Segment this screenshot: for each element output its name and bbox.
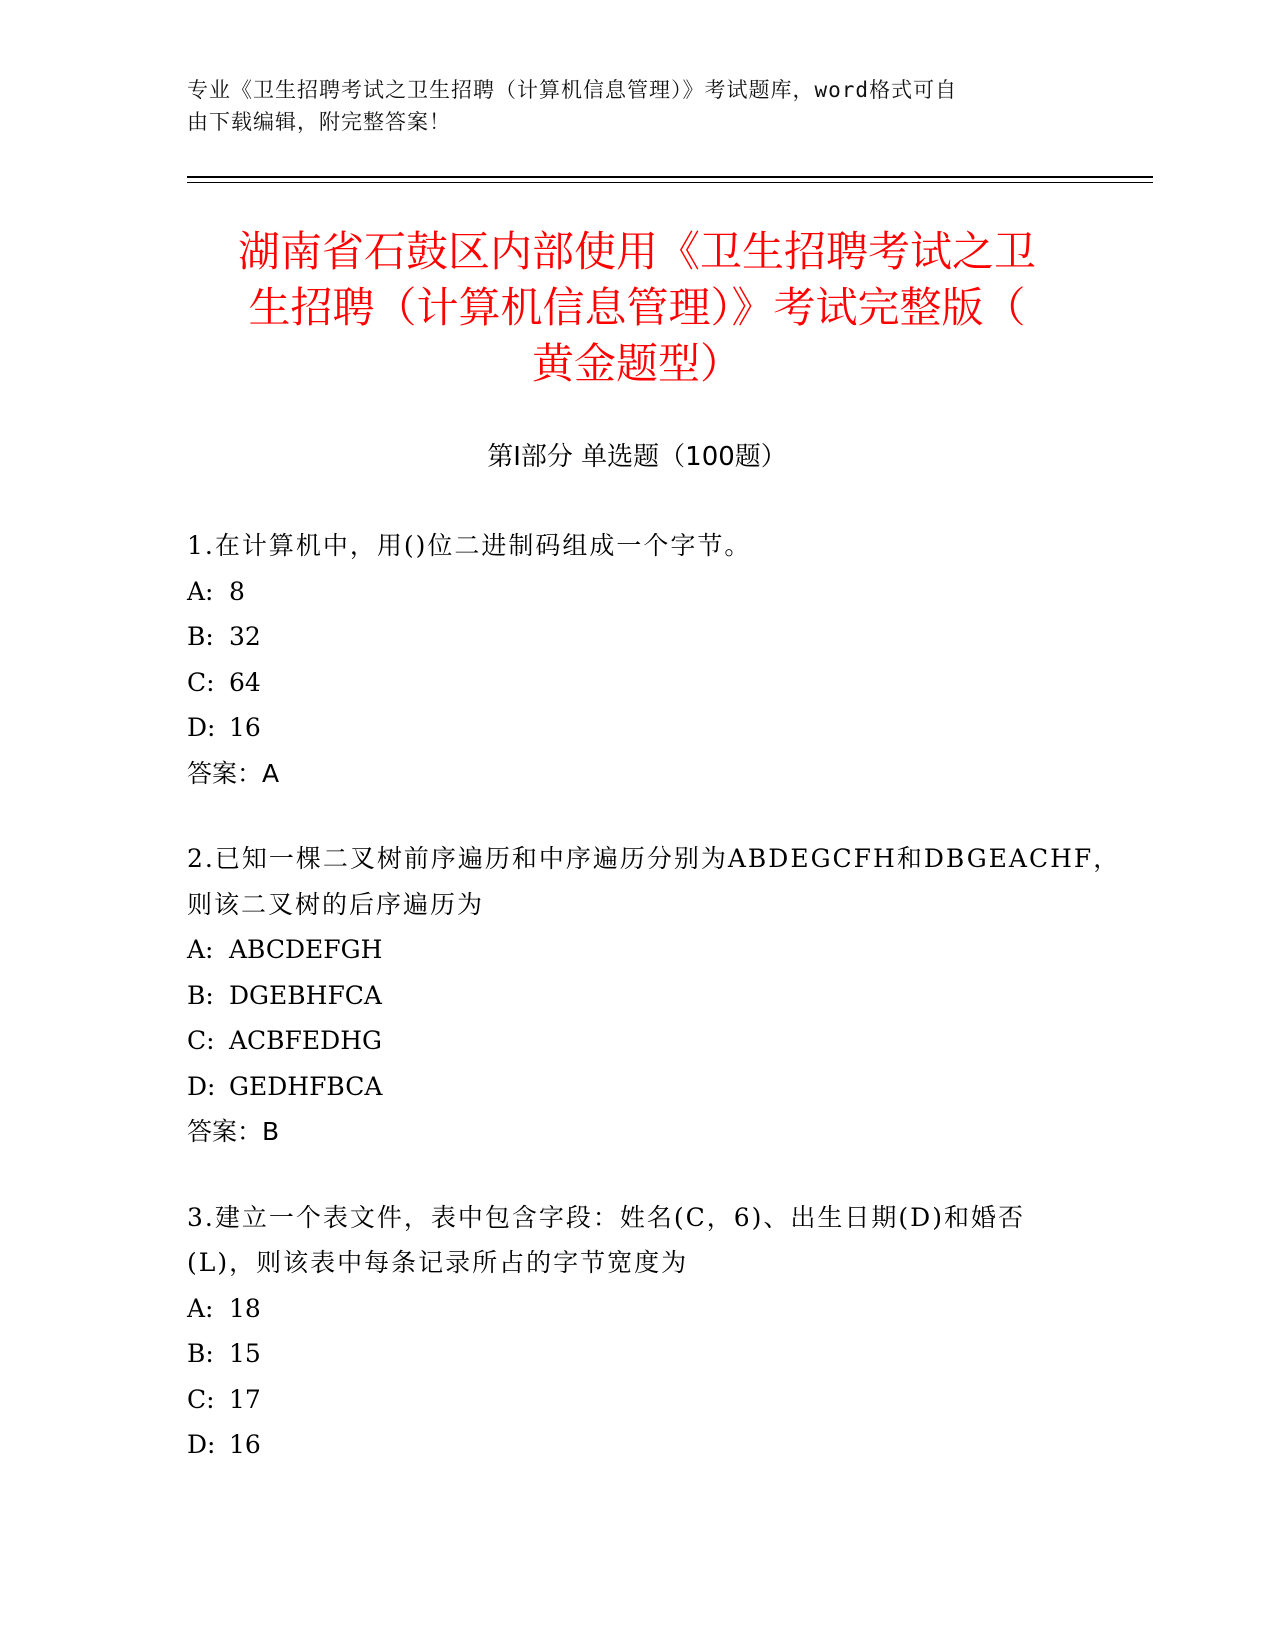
option-key: D: [187,1071,216,1101]
option-key: B: [187,622,214,651]
answer-line: 答案：A [187,758,280,788]
option-text: 64 [229,667,261,697]
option-c [187,1377,1087,1423]
option-text: 16 [229,1430,261,1459]
document-title-line-1: 湖南省石鼓区内部使用《卫生招聘考试之卫 [237,227,1036,276]
question-2 [187,836,1121,1155]
option-key: D: [187,713,216,742]
document-title-line-2: 生招聘（计算机信息管理）》考试完整版（ [248,283,1026,332]
option-key: D: [187,1430,216,1459]
option-c [187,1018,1087,1064]
header-note-line-1: 专业《卫生招聘考试之卫生招聘（计算机信息管理）》考试题库，word格式可自 [187,78,958,102]
question-stem-continued: 则该二叉树的后序遍历为 [187,889,485,919]
document-title-line-3: 黄金题型） [531,339,742,388]
option-key: C: [187,1026,215,1055]
question-stem: 2.已知一棵二叉树前序遍历和中序遍历分别为ABDEGCFH和DBGEACHF， [187,844,1121,873]
option-key: A: [187,935,214,964]
option-a [187,927,1087,973]
option-text: ACBFEDHG [229,1026,382,1055]
question-3 [187,1195,1087,1468]
option-text: 18 [229,1293,261,1323]
option-key: A: [187,576,214,606]
option-b [187,1331,1087,1377]
option-text: 16 [229,713,261,742]
option-d [187,1064,1087,1110]
option-key: B: [187,1339,214,1368]
question-list [187,523,1121,1508]
option-text: ABCDEFGH [229,935,383,964]
option-b [187,973,1087,1019]
option-b [187,614,1087,660]
option-text: 17 [229,1384,261,1414]
option-key: B: [187,980,214,1010]
option-key: C: [187,1384,215,1414]
option-d [187,705,1087,751]
option-text: GEDHFBCA [229,1071,383,1101]
question-stem: 3.建立一个表文件，表中包含字段：姓名(C，6)、出生日期(D)和婚否 [187,1202,1025,1232]
header-note-line-2: 由下载编辑，附完整答案！ [187,110,451,134]
option-a [187,1286,1087,1332]
document-title [187,224,1087,392]
question-stem: 1.在计算机中，用()位二进制码组成一个字节。 [187,531,752,560]
option-key: C: [187,667,215,697]
header-note [187,74,1067,138]
option-c [187,660,1087,706]
option-a [187,569,1087,615]
header-divider-thin [187,182,1153,183]
option-text: 8 [229,576,245,606]
option-d [187,1422,1087,1468]
option-key: A: [187,1293,214,1323]
section-heading: 第Ⅰ部分 单选题（100题） [487,442,787,472]
option-text: 32 [229,622,261,651]
question-stem-continued: (L)，则该表中每条记录所占的字节宽度为 [187,1248,689,1277]
answer-line: 答案：B [187,1117,280,1146]
option-text: DGEBHFCA [229,980,382,1010]
option-text: 15 [229,1339,261,1368]
header-divider-thick [187,176,1153,178]
question-1 [187,523,1087,796]
